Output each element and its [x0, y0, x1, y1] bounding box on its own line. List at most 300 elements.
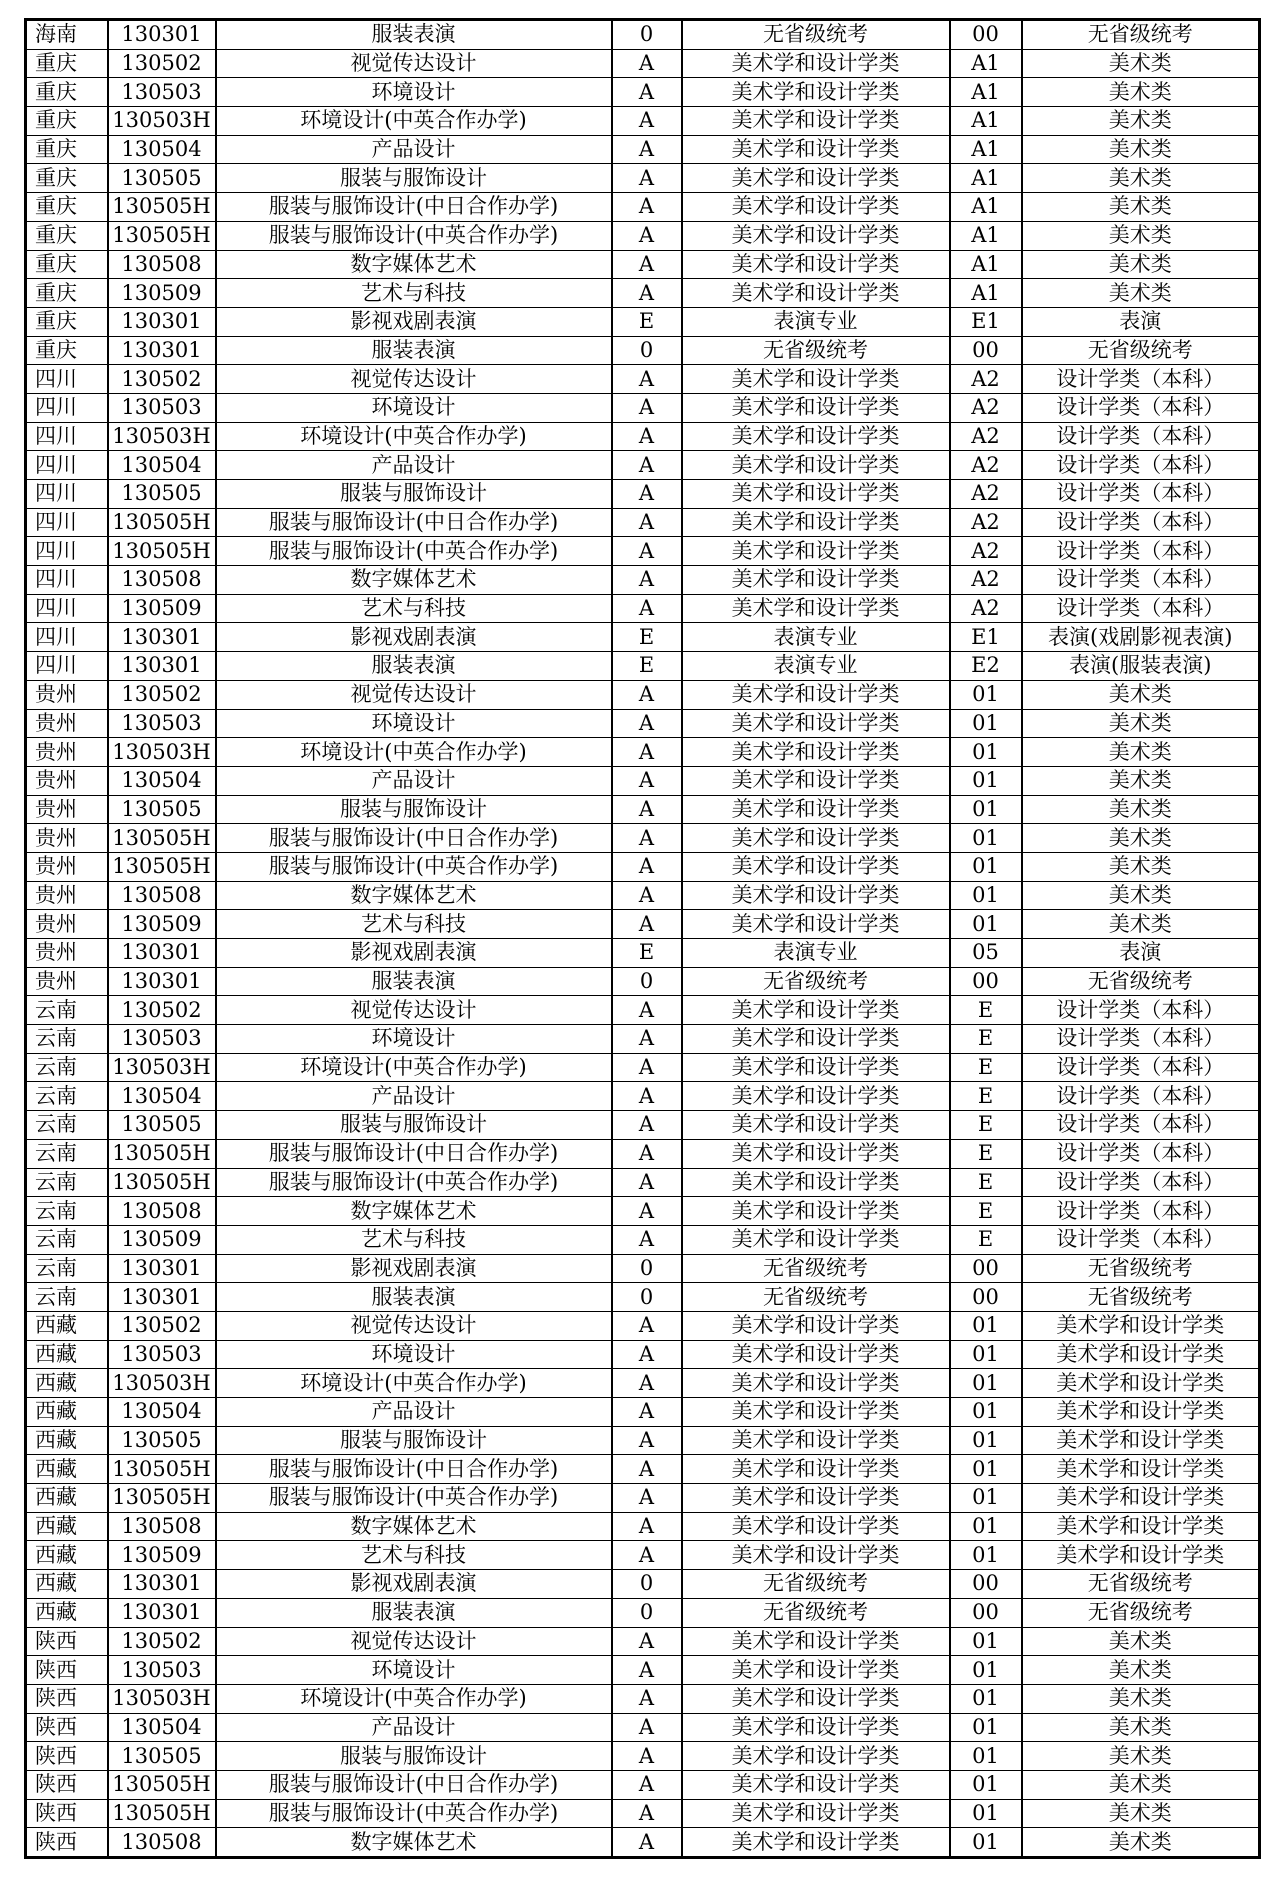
exam-type-code-cell: A — [612, 881, 682, 910]
category-code-cell: A2 — [950, 594, 1022, 623]
major-name-cell: 服装表演 — [216, 1598, 612, 1627]
category-name-cell: 美术类 — [1022, 279, 1260, 308]
exam-type-cell: 无省级统考 — [682, 336, 950, 365]
category-name-cell: 设计学类（本科） — [1022, 1082, 1260, 1111]
category-name-cell: 美术类 — [1022, 738, 1260, 767]
category-code-cell: A2 — [950, 451, 1022, 480]
exam-type-cell: 美术学和设计学类 — [682, 996, 950, 1025]
exam-type-code-cell: E — [612, 652, 682, 681]
province-cell: 贵州 — [26, 881, 108, 910]
major-code-cell: 130509 — [108, 279, 216, 308]
major-name-cell: 服装与服饰设计 — [216, 164, 612, 193]
category-name-cell: 设计学类（本科） — [1022, 365, 1260, 394]
table-row — [26, 1139, 1260, 1168]
major-code-cell: 130505 — [108, 795, 216, 824]
table-row — [26, 1656, 1260, 1685]
category-name-cell: 美术类 — [1022, 193, 1260, 222]
category-name-cell: 美术类 — [1022, 1684, 1260, 1713]
category-code-cell: 01 — [950, 1684, 1022, 1713]
category-name-cell: 无省级统考 — [1022, 336, 1260, 365]
table-row — [26, 824, 1260, 853]
exam-type-code-cell: A — [612, 393, 682, 422]
major-name-cell: 环境设计 — [216, 1340, 612, 1369]
province-cell: 西藏 — [26, 1484, 108, 1513]
province-cell: 西藏 — [26, 1398, 108, 1427]
table-row — [26, 1742, 1260, 1771]
table-row — [26, 451, 1260, 480]
category-name-cell: 无省级统考 — [1022, 20, 1260, 50]
major-name-cell: 影视戏剧表演 — [216, 307, 612, 336]
table-row — [26, 193, 1260, 222]
province-cell: 云南 — [26, 1082, 108, 1111]
province-cell: 贵州 — [26, 967, 108, 996]
exam-type-cell: 美术学和设计学类 — [682, 365, 950, 394]
province-cell: 云南 — [26, 1197, 108, 1226]
major-code-cell: 130505 — [108, 1111, 216, 1140]
province-cell: 四川 — [26, 566, 108, 595]
category-code-cell: 01 — [950, 1398, 1022, 1427]
major-code-cell: 130505H — [108, 852, 216, 881]
category-code-cell: E — [950, 996, 1022, 1025]
category-name-cell: 设计学类（本科） — [1022, 1139, 1260, 1168]
exam-type-code-cell: A — [612, 1799, 682, 1828]
table-row — [26, 1283, 1260, 1312]
province-cell: 云南 — [26, 1139, 108, 1168]
province-cell: 云南 — [26, 1168, 108, 1197]
exam-type-cell: 无省级统考 — [682, 1598, 950, 1627]
table-row — [26, 1254, 1260, 1283]
table-row — [26, 1340, 1260, 1369]
exam-type-code-cell: A — [612, 1197, 682, 1226]
major-name-cell: 产品设计 — [216, 766, 612, 795]
exam-type-cell: 美术学和设计学类 — [682, 881, 950, 910]
category-name-cell: 美术学和设计学类 — [1022, 1369, 1260, 1398]
major-name-cell: 产品设计 — [216, 1713, 612, 1742]
major-code-cell: 130505H — [108, 1455, 216, 1484]
major-code-cell: 130508 — [108, 1197, 216, 1226]
exam-type-cell: 无省级统考 — [682, 1570, 950, 1599]
table-row — [26, 652, 1260, 681]
category-code-cell: 01 — [950, 1455, 1022, 1484]
category-name-cell: 设计学类（本科） — [1022, 1225, 1260, 1254]
category-code-cell: A1 — [950, 250, 1022, 279]
category-code-cell: A1 — [950, 78, 1022, 107]
exam-type-cell: 美术学和设计学类 — [682, 852, 950, 881]
major-code-cell: 130509 — [108, 1225, 216, 1254]
major-name-cell: 服装表演 — [216, 20, 612, 50]
exam-type-code-cell: A — [612, 566, 682, 595]
category-name-cell: 美术类 — [1022, 709, 1260, 738]
category-code-cell: 00 — [950, 20, 1022, 50]
category-code-cell: A2 — [950, 566, 1022, 595]
major-name-cell: 产品设计 — [216, 1398, 612, 1427]
exam-type-cell: 美术学和设计学类 — [682, 1770, 950, 1799]
exam-type-code-cell: A — [612, 852, 682, 881]
province-cell: 四川 — [26, 652, 108, 681]
category-code-cell: A1 — [950, 193, 1022, 222]
category-code-cell: A2 — [950, 537, 1022, 566]
table-row — [26, 1082, 1260, 1111]
category-name-cell: 美术类 — [1022, 852, 1260, 881]
table-row — [26, 1770, 1260, 1799]
exam-type-code-cell: A — [612, 1225, 682, 1254]
province-cell: 云南 — [26, 1053, 108, 1082]
table-row — [26, 480, 1260, 509]
exam-type-code-cell: A — [612, 193, 682, 222]
table-row — [26, 1398, 1260, 1427]
exam-type-code-cell: A — [612, 1111, 682, 1140]
major-name-cell: 数字媒体艺术 — [216, 566, 612, 595]
exam-type-code-cell: A — [612, 1053, 682, 1082]
category-name-cell: 美术学和设计学类 — [1022, 1311, 1260, 1340]
category-code-cell: 01 — [950, 1770, 1022, 1799]
province-cell: 贵州 — [26, 939, 108, 968]
category-code-cell: A2 — [950, 508, 1022, 537]
major-code-cell: 130301 — [108, 20, 216, 50]
exam-type-code-cell: 0 — [612, 20, 682, 50]
category-code-cell: E — [950, 1082, 1022, 1111]
major-name-cell: 数字媒体艺术 — [216, 1512, 612, 1541]
exam-type-code-cell: A — [612, 1369, 682, 1398]
exam-type-cell: 美术学和设计学类 — [682, 1311, 950, 1340]
province-cell: 重庆 — [26, 193, 108, 222]
table-row — [26, 623, 1260, 652]
category-code-cell: E — [950, 1025, 1022, 1054]
province-cell: 重庆 — [26, 250, 108, 279]
exam-type-cell: 表演专业 — [682, 307, 950, 336]
major-name-cell: 环境设计 — [216, 78, 612, 107]
category-code-cell: A1 — [950, 279, 1022, 308]
exam-type-cell: 美术学和设计学类 — [682, 135, 950, 164]
exam-type-code-cell: A — [612, 1541, 682, 1570]
exam-type-code-cell: A — [612, 738, 682, 767]
major-code-cell: 130504 — [108, 135, 216, 164]
exam-type-cell: 美术学和设计学类 — [682, 709, 950, 738]
exam-type-code-cell: A — [612, 795, 682, 824]
major-name-cell: 数字媒体艺术 — [216, 1828, 612, 1858]
province-cell: 云南 — [26, 1025, 108, 1054]
major-code-cell: 130301 — [108, 652, 216, 681]
category-code-cell: 01 — [950, 1369, 1022, 1398]
table-row — [26, 1168, 1260, 1197]
major-code-cell: 130505 — [108, 164, 216, 193]
exam-type-code-cell: A — [612, 766, 682, 795]
exam-type-code-cell: 0 — [612, 1254, 682, 1283]
category-name-cell: 设计学类（本科） — [1022, 1025, 1260, 1054]
province-cell: 重庆 — [26, 78, 108, 107]
category-name-cell: 美术类 — [1022, 78, 1260, 107]
major-name-cell: 影视戏剧表演 — [216, 1570, 612, 1599]
province-cell: 陕西 — [26, 1799, 108, 1828]
category-name-cell: 美术类 — [1022, 221, 1260, 250]
province-cell: 四川 — [26, 508, 108, 537]
table-row — [26, 1799, 1260, 1828]
province-cell: 重庆 — [26, 49, 108, 78]
province-cell: 西藏 — [26, 1570, 108, 1599]
exam-type-code-cell: 0 — [612, 1598, 682, 1627]
category-name-cell: 表演 — [1022, 307, 1260, 336]
category-name-cell: 美术学和设计学类 — [1022, 1426, 1260, 1455]
category-code-cell: 01 — [950, 680, 1022, 709]
major-code-cell: 130505H — [108, 824, 216, 853]
table-row — [26, 422, 1260, 451]
province-cell: 重庆 — [26, 307, 108, 336]
major-name-cell: 视觉传达设计 — [216, 1311, 612, 1340]
exam-type-code-cell: A — [612, 1168, 682, 1197]
exam-type-cell: 美术学和设计学类 — [682, 193, 950, 222]
table-row — [26, 336, 1260, 365]
exam-type-code-cell: A — [612, 1656, 682, 1685]
exam-type-cell: 美术学和设计学类 — [682, 78, 950, 107]
category-name-cell: 无省级统考 — [1022, 1283, 1260, 1312]
province-cell: 西藏 — [26, 1598, 108, 1627]
major-code-cell: 130503H — [108, 1684, 216, 1713]
exam-type-cell: 美术学和设计学类 — [682, 1082, 950, 1111]
province-cell: 贵州 — [26, 910, 108, 939]
category-name-cell: 美术学和设计学类 — [1022, 1484, 1260, 1513]
category-code-cell: E — [950, 1111, 1022, 1140]
exam-type-code-cell: E — [612, 939, 682, 968]
category-name-cell: 无省级统考 — [1022, 1570, 1260, 1599]
table-row — [26, 1684, 1260, 1713]
province-cell: 重庆 — [26, 107, 108, 136]
table-row — [26, 1570, 1260, 1599]
exam-type-code-cell: A — [612, 221, 682, 250]
province-cell: 四川 — [26, 594, 108, 623]
category-code-cell: 01 — [950, 795, 1022, 824]
major-code-cell: 130509 — [108, 594, 216, 623]
category-name-cell: 美术类 — [1022, 250, 1260, 279]
exam-type-cell: 美术学和设计学类 — [682, 1484, 950, 1513]
category-name-cell: 设计学类（本科） — [1022, 996, 1260, 1025]
major-code-cell: 130504 — [108, 1398, 216, 1427]
major-name-cell: 视觉传达设计 — [216, 49, 612, 78]
category-code-cell: 01 — [950, 766, 1022, 795]
province-cell: 四川 — [26, 537, 108, 566]
category-code-cell: 01 — [950, 1627, 1022, 1656]
exam-type-cell: 美术学和设计学类 — [682, 1541, 950, 1570]
major-name-cell: 服装与服饰设计 — [216, 1111, 612, 1140]
exam-type-code-cell: 0 — [612, 1570, 682, 1599]
major-code-cell: 130503 — [108, 1656, 216, 1685]
exam-type-code-cell: 0 — [612, 967, 682, 996]
category-name-cell: 美术类 — [1022, 164, 1260, 193]
province-cell: 西藏 — [26, 1311, 108, 1340]
enrollment-table — [24, 18, 1261, 1859]
exam-type-cell: 美术学和设计学类 — [682, 1025, 950, 1054]
table-row — [26, 279, 1260, 308]
table-row — [26, 852, 1260, 881]
province-cell: 西藏 — [26, 1340, 108, 1369]
province-cell: 贵州 — [26, 738, 108, 767]
category-code-cell: A2 — [950, 422, 1022, 451]
category-name-cell: 设计学类（本科） — [1022, 1053, 1260, 1082]
province-cell: 云南 — [26, 996, 108, 1025]
major-code-cell: 130508 — [108, 566, 216, 595]
category-code-cell: 00 — [950, 1283, 1022, 1312]
table-row — [26, 1598, 1260, 1627]
category-name-cell: 设计学类（本科） — [1022, 480, 1260, 509]
province-cell: 重庆 — [26, 135, 108, 164]
exam-type-code-cell: E — [612, 307, 682, 336]
exam-type-code-cell: A — [612, 78, 682, 107]
major-code-cell: 130508 — [108, 250, 216, 279]
category-code-cell: E1 — [950, 307, 1022, 336]
province-cell: 云南 — [26, 1254, 108, 1283]
major-name-cell: 环境设计 — [216, 1656, 612, 1685]
major-name-cell: 服装与服饰设计(中英合作办学) — [216, 221, 612, 250]
major-code-cell: 130505H — [108, 1770, 216, 1799]
major-name-cell: 服装与服饰设计(中日合作办学) — [216, 824, 612, 853]
table-row — [26, 967, 1260, 996]
exam-type-code-cell: A — [612, 164, 682, 193]
category-name-cell: 美术学和设计学类 — [1022, 1512, 1260, 1541]
major-code-cell: 130505 — [108, 1742, 216, 1771]
major-code-cell: 130502 — [108, 996, 216, 1025]
category-name-cell: 设计学类（本科） — [1022, 1168, 1260, 1197]
province-cell: 西藏 — [26, 1512, 108, 1541]
major-name-cell: 服装与服饰设计(中日合作办学) — [216, 193, 612, 222]
major-code-cell: 130505 — [108, 480, 216, 509]
major-name-cell: 服装与服饰设计(中英合作办学) — [216, 1799, 612, 1828]
table-row — [26, 709, 1260, 738]
table-row — [26, 1828, 1260, 1858]
exam-type-code-cell: A — [612, 1512, 682, 1541]
exam-type-code-cell: A — [612, 451, 682, 480]
major-code-cell: 130505H — [108, 193, 216, 222]
major-code-cell: 130301 — [108, 1570, 216, 1599]
category-code-cell: E — [950, 1053, 1022, 1082]
major-code-cell: 130505H — [108, 1799, 216, 1828]
category-code-cell: 00 — [950, 1570, 1022, 1599]
major-code-cell: 130505H — [108, 1139, 216, 1168]
major-name-cell: 服装表演 — [216, 967, 612, 996]
province-cell: 贵州 — [26, 824, 108, 853]
category-code-cell: 05 — [950, 939, 1022, 968]
table-row — [26, 508, 1260, 537]
category-code-cell: 01 — [950, 1426, 1022, 1455]
exam-type-cell: 美术学和设计学类 — [682, 1340, 950, 1369]
category-name-cell: 美术类 — [1022, 1656, 1260, 1685]
category-code-cell: E — [950, 1168, 1022, 1197]
major-name-cell: 环境设计(中英合作办学) — [216, 738, 612, 767]
table-row — [26, 738, 1260, 767]
category-code-cell: 01 — [950, 1311, 1022, 1340]
major-name-cell: 服装与服饰设计(中日合作办学) — [216, 1770, 612, 1799]
exam-type-code-cell: A — [612, 1082, 682, 1111]
category-code-cell: A2 — [950, 365, 1022, 394]
province-cell: 陕西 — [26, 1828, 108, 1858]
exam-type-cell: 美术学和设计学类 — [682, 766, 950, 795]
exam-type-cell: 美术学和设计学类 — [682, 795, 950, 824]
major-code-cell: 130505H — [108, 537, 216, 566]
category-code-cell: A1 — [950, 135, 1022, 164]
exam-type-code-cell: A — [612, 250, 682, 279]
exam-type-code-cell: A — [612, 680, 682, 709]
category-code-cell: A2 — [950, 480, 1022, 509]
exam-type-cell: 美术学和设计学类 — [682, 451, 950, 480]
major-code-cell: 130301 — [108, 307, 216, 336]
category-name-cell: 美术学和设计学类 — [1022, 1340, 1260, 1369]
category-name-cell: 美术类 — [1022, 680, 1260, 709]
category-name-cell: 美术学和设计学类 — [1022, 1398, 1260, 1427]
category-code-cell: 01 — [950, 1799, 1022, 1828]
exam-type-cell: 美术学和设计学类 — [682, 1713, 950, 1742]
exam-type-cell: 美术学和设计学类 — [682, 164, 950, 193]
major-code-cell: 130508 — [108, 881, 216, 910]
category-code-cell: 01 — [950, 1656, 1022, 1685]
category-name-cell: 设计学类（本科） — [1022, 1111, 1260, 1140]
major-code-cell: 130301 — [108, 623, 216, 652]
province-cell: 云南 — [26, 1225, 108, 1254]
major-code-cell: 130503H — [108, 422, 216, 451]
exam-type-cell: 美术学和设计学类 — [682, 1656, 950, 1685]
exam-type-cell: 美术学和设计学类 — [682, 1684, 950, 1713]
province-cell: 四川 — [26, 623, 108, 652]
category-name-cell: 美术类 — [1022, 766, 1260, 795]
exam-type-cell: 美术学和设计学类 — [682, 1139, 950, 1168]
exam-type-code-cell: 0 — [612, 336, 682, 365]
province-cell: 四川 — [26, 480, 108, 509]
exam-type-code-cell: A — [612, 279, 682, 308]
major-code-cell: 130503H — [108, 738, 216, 767]
exam-type-code-cell: A — [612, 365, 682, 394]
province-cell: 贵州 — [26, 709, 108, 738]
category-code-cell: 01 — [950, 1541, 1022, 1570]
table-row — [26, 365, 1260, 394]
category-name-cell: 无省级统考 — [1022, 967, 1260, 996]
major-name-cell: 环境设计(中英合作办学) — [216, 422, 612, 451]
exam-type-cell: 美术学和设计学类 — [682, 1426, 950, 1455]
major-code-cell: 130502 — [108, 1627, 216, 1656]
table-row — [26, 1426, 1260, 1455]
major-name-cell: 艺术与科技 — [216, 279, 612, 308]
table-row — [26, 393, 1260, 422]
category-code-cell: 01 — [950, 1742, 1022, 1771]
major-code-cell: 130505H — [108, 221, 216, 250]
table-row — [26, 1455, 1260, 1484]
category-name-cell: 美术学和设计学类 — [1022, 1455, 1260, 1484]
category-name-cell: 设计学类（本科） — [1022, 566, 1260, 595]
category-code-cell: 01 — [950, 824, 1022, 853]
exam-type-cell: 美术学和设计学类 — [682, 824, 950, 853]
exam-type-cell: 表演专业 — [682, 939, 950, 968]
exam-type-code-cell: A — [612, 1426, 682, 1455]
exam-type-cell: 美术学和设计学类 — [682, 422, 950, 451]
major-code-cell: 130509 — [108, 910, 216, 939]
category-code-cell: A1 — [950, 164, 1022, 193]
category-name-cell: 表演 — [1022, 939, 1260, 968]
major-name-cell: 影视戏剧表演 — [216, 623, 612, 652]
major-name-cell: 产品设计 — [216, 451, 612, 480]
major-name-cell: 影视戏剧表演 — [216, 1254, 612, 1283]
major-name-cell: 服装与服饰设计 — [216, 795, 612, 824]
major-code-cell: 130503H — [108, 1369, 216, 1398]
exam-type-cell: 美术学和设计学类 — [682, 1369, 950, 1398]
exam-type-code-cell: A — [612, 1713, 682, 1742]
category-code-cell: A1 — [950, 49, 1022, 78]
exam-type-cell: 美术学和设计学类 — [682, 594, 950, 623]
major-name-cell: 服装与服饰设计 — [216, 1742, 612, 1771]
exam-type-code-cell: A — [612, 709, 682, 738]
category-code-cell: 01 — [950, 881, 1022, 910]
category-name-cell: 设计学类（本科） — [1022, 1197, 1260, 1226]
major-code-cell: 130508 — [108, 1512, 216, 1541]
exam-type-cell: 美术学和设计学类 — [682, 250, 950, 279]
major-name-cell: 服装与服饰设计(中英合作办学) — [216, 1168, 612, 1197]
exam-type-cell: 美术学和设计学类 — [682, 537, 950, 566]
major-code-cell: 130503 — [108, 393, 216, 422]
